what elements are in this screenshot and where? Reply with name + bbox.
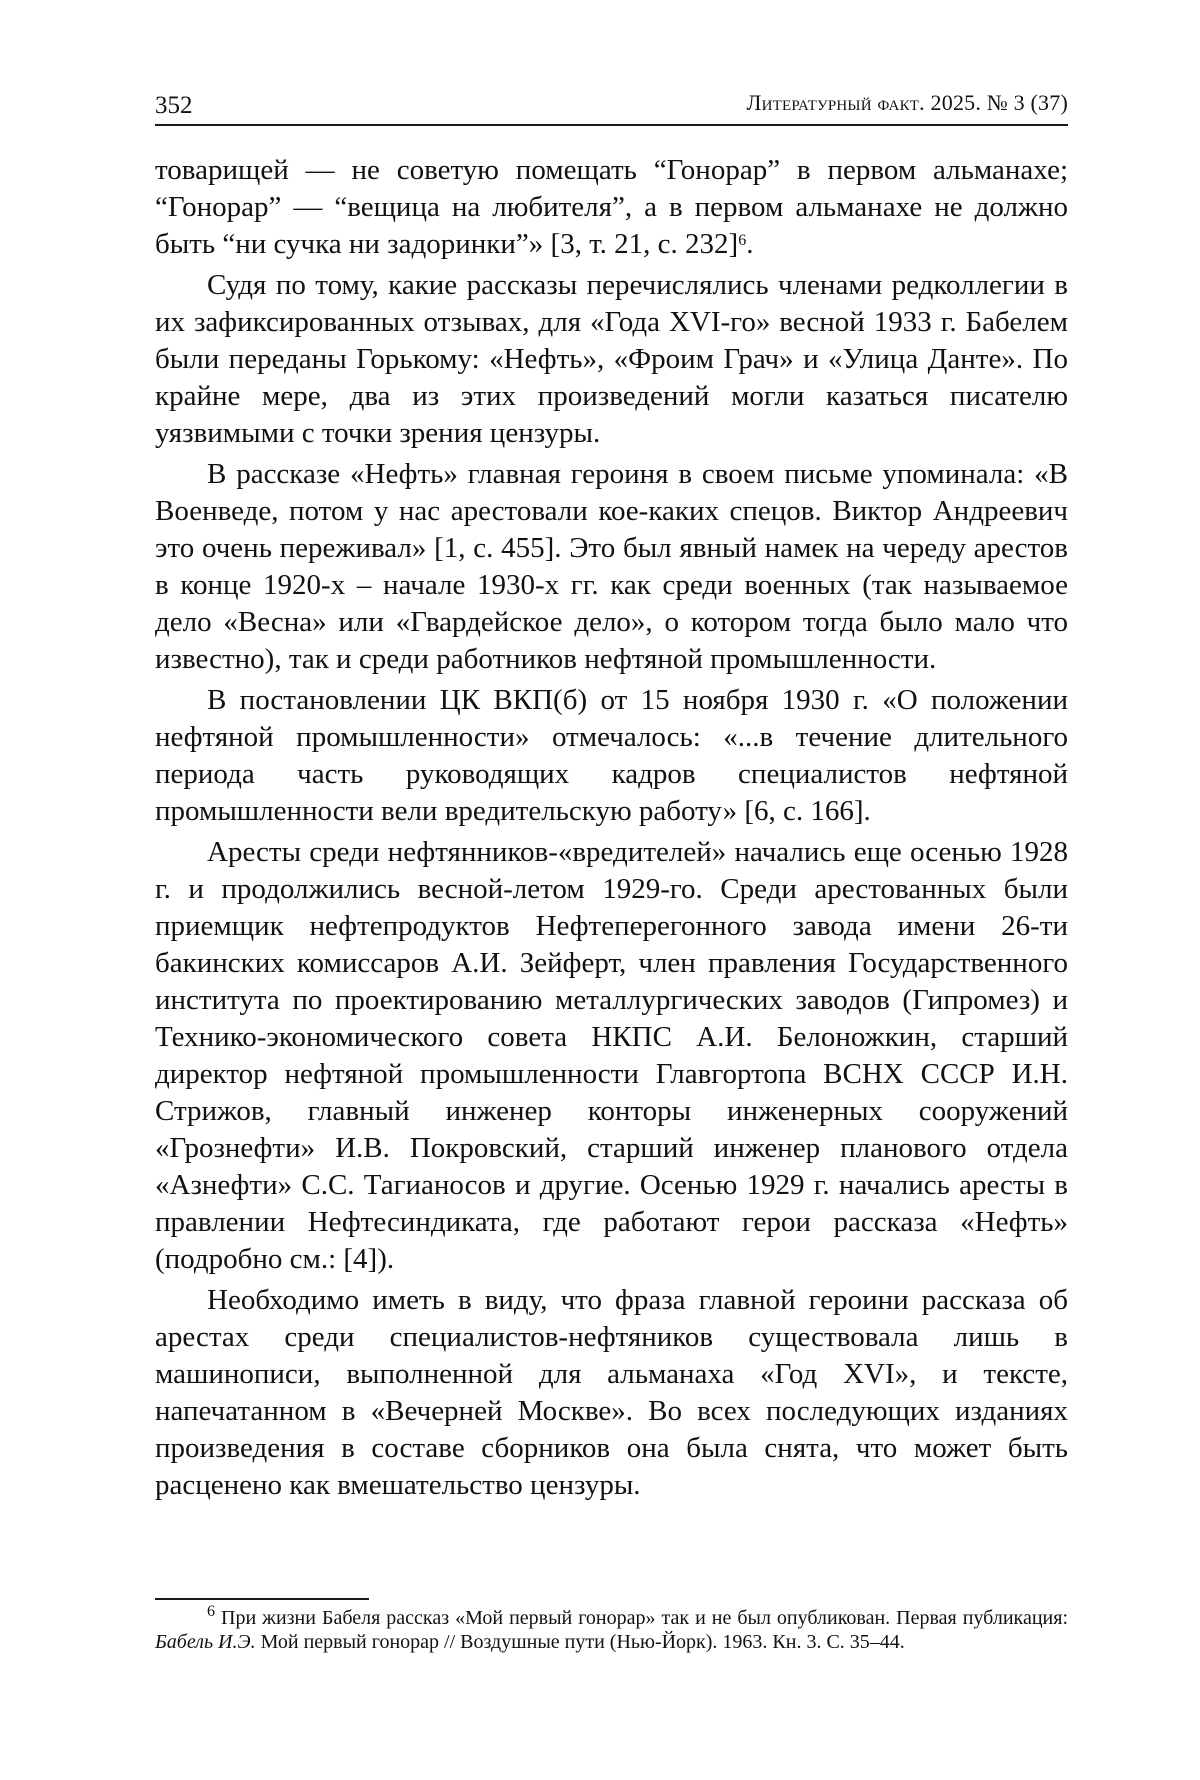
footnote-source: Мой первый гонорар // Воздушные пути (Нью-Йорк). 1963. Кн. 3. С. 35–44. bbox=[255, 1631, 905, 1653]
paragraph: В постановлении ЦК ВКП(б) от 15 ноября 1930 г. «О положении нефтяной промышленности» отмечалось: «...в течение длительного периода часть руководящих кадров специалистов нефтяной промышленности вели вредительскую работу» [6, с. 166]. bbox=[155, 684, 1068, 827]
footnote-text: При жизни Бабеля рассказ «Мой первый гонорар» так и не был опубликован. Первая публикация: bbox=[221, 1607, 1068, 1629]
paragraph: Необходимо иметь в виду, что фраза главной героини рассказа об арестах среди специалистов-нефтяников существовала лишь в машинописи, выполненной для альманаха «Год XVI», и тексте, напечатанном в «Вечерней Москве». Во всех последующих изданиях произведения в составе сборников она была снята, что может быть расценено как вмешательство цензуры. bbox=[155, 1284, 1068, 1501]
running-head: Литературный факт. 2025. № 3 (37) bbox=[746, 90, 1068, 115]
page-number: 352 bbox=[155, 92, 193, 119]
paragraph-continuation bbox=[155, 152, 1068, 263]
footnote-number: 6 bbox=[207, 1603, 215, 1620]
paragraph-text: товарищей — не советую помещать “Гонорар” в первом альманахе; “Гонорар” — “вещица на любителя”, а в первом альманахе не должно быть “ни сучка ни задоринки”» [3, т. 21, с. 232] bbox=[155, 154, 1068, 260]
paragraph: Судя по тому, какие рассказы перечислялись членами редколлегии в их зафиксированных отзывах, для «Года XVI-го» весной 1933 г. Бабелем были переданы Горькому: «Нефть», «Фроим Грач» и «Улица Данте». По крайне мере, два из этих произведений могли казаться писателю уязвимыми с точки зрения цензуры. bbox=[155, 269, 1068, 449]
journal-page bbox=[155, 0, 1068, 1780]
paragraph-tail: . bbox=[746, 228, 754, 260]
paragraph: Аресты среди нефтянников-«вредителей» начались еще осенью 1928 г. и продолжились весной-летом 1929-го. Среди арестованных были приемщик нефтепродуктов Нефтеперегонного завода имени 26-ти бакинских комиссаров А.И. Зейферт, член правления Государственного института по проектированию металлургических заводов (Гипромез) и Технико-экономического совета НКПС А.И. Белоножкин, старший директор нефтяной промышленности Главгортопа ВСНХ СССР И.Н. Стрижов, главный инженер конторы инженерных сооружений «Грознефти» И.В. Покровский, старший инженер планового отдела «Азнефти» С.С. Тагианосов и другие. Осенью 1929 г. начались аресты в правлении Нефтесиндиката, где работают герои рассказа «Нефть» (подробно см.: [4]). bbox=[155, 836, 1068, 1275]
paragraph: В рассказе «Нефть» главная героиня в своем письме упоминала: «В Военведе, потом у нас арестовали кое-каких спецов. Виктор Андреевич это очень переживал» [1, с. 455]. Это был явный намек на череду арестов в конце 1920-х – начале 1930-х гг. как среди военных (так называемое дело «Весна» или «Гвардейское дело», о котором тогда было мало что известно), так и среди работников нефтяной промышленности. bbox=[155, 458, 1068, 675]
footnote-divider bbox=[155, 1598, 369, 1600]
page-header bbox=[155, 88, 1068, 126]
footnote bbox=[155, 1603, 1068, 1654]
footnote-reference[interactable]: 6 bbox=[738, 232, 747, 249]
footnote-author: Бабель И.Э. bbox=[155, 1631, 256, 1653]
article-body bbox=[155, 152, 1068, 1508]
